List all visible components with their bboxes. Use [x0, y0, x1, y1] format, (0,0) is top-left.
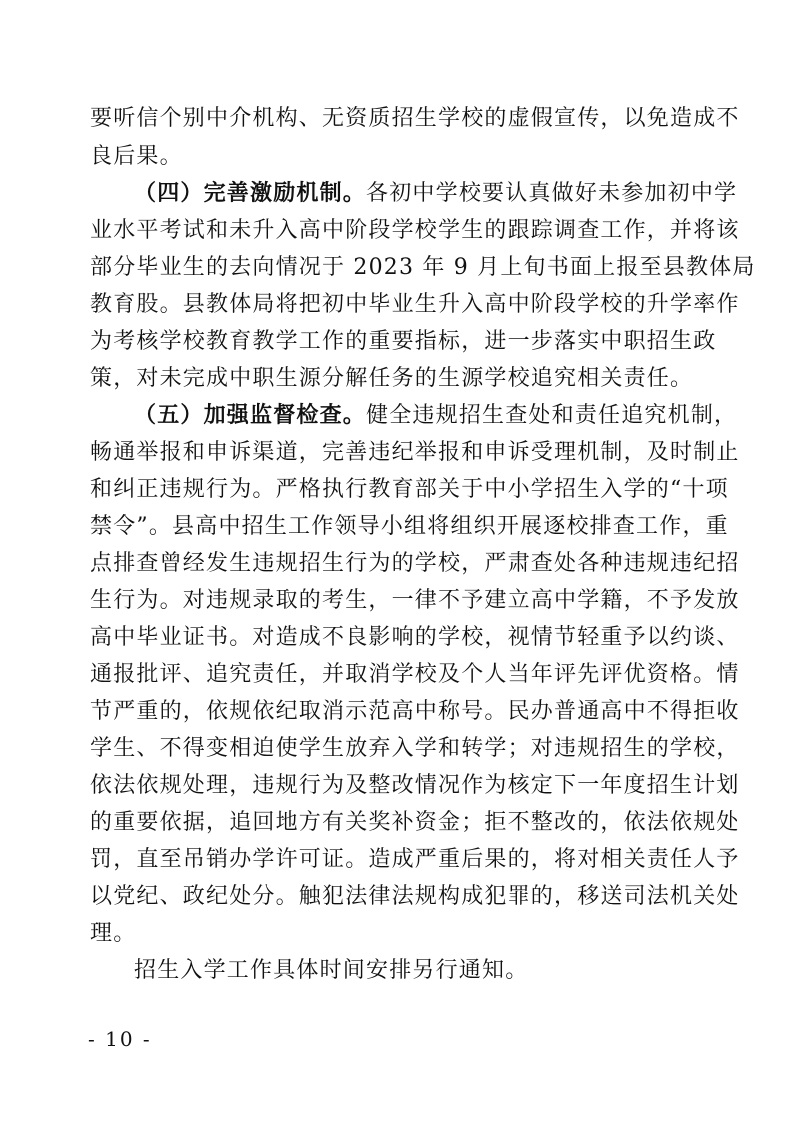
section-heading-five: （五）加强监督检查。 [134, 403, 367, 428]
section-heading-four: （四）完善激励机制。 [134, 181, 367, 206]
paragraph-line: 的重要依据，追回地方有关奖补资金；拒不整改的，依法依规处 [90, 810, 740, 835]
paragraph-line: 禁令”。县高中招生工作领导小组将组织开展逐校排查工作，重 [90, 514, 729, 539]
paragraph-text: 各初中学校要认真做好未参加初中学 [366, 181, 738, 206]
paragraph-line: 策，对未完成中职生源分解任务的生源学校追究相关责任。 [90, 366, 694, 391]
paragraph-line: 学生、不得变相迫使学生放弃入学和转学；对违规招生的学校， [90, 736, 740, 761]
paragraph-line: 和纠正违规行为。严格执行教育部关于中小学招生入学的“十项 [90, 477, 729, 502]
paragraph-line: 业水平考试和未升入高中阶段学校学生的跟踪调查工作，并将该 [90, 218, 740, 243]
paragraph-line: 理。 [90, 921, 137, 946]
paragraph-line: 部分毕业生的去向情况于 2023 年 9 月上旬书面上报至县教体局 [90, 255, 756, 280]
paragraph-line: 通报批评、追究责任，并取消学校及个人当年评先评优资格。情 [90, 662, 740, 687]
paragraph-line: 点排查曾经发生违规招生行为的学校，严肃查处各种违规违纪招 [90, 551, 740, 576]
paragraph-line: 罚，直至吊销办学许可证。造成严重后果的，将对相关责任人予 [90, 847, 740, 872]
paragraph-line: 要听信个别中介机构、无资质招生学校的虚假宣传，以免造成不 [90, 106, 740, 131]
section-heading-line [134, 399, 738, 433]
paragraph-line: 生行为。对违规录取的考生，一律不予建立高中学籍，不予发放 [90, 588, 740, 613]
paragraph-line: 节严重的，依规依纪取消示范高中称号。民办普通高中不得拒收 [90, 699, 740, 724]
paragraph-text: 健全违规招生查处和责任追究机制， [366, 403, 738, 428]
paragraph-line: 教育股。县教体局将把初中毕业生升入高中阶段学校的升学率作 [90, 292, 740, 317]
page-number: - 10 - [88, 1027, 152, 1051]
paragraph-line: 畅通举报和申诉渠道，完善违纪举报和申诉受理机制，及时制止 [90, 440, 740, 465]
section-heading-line [134, 177, 738, 211]
paragraph-line: 良后果。 [90, 144, 183, 169]
paragraph-line: 依法依规处理，违规行为及整改情况作为核定下一年度招生计划 [90, 773, 740, 798]
paragraph-line: 为考核学校教育教学工作的重要指标，进一步落实中职招生政 [90, 329, 717, 354]
paragraph-line: 高中毕业证书。对造成不良影响的学校，视情节轻重予以约谈、 [90, 625, 740, 650]
paragraph-line: 以党纪、政纪处分。触犯法律法规构成犯罪的，移送司法机关处 [90, 884, 740, 909]
paragraph-line: 招生入学工作具体时间安排另行通知。 [134, 958, 529, 983]
